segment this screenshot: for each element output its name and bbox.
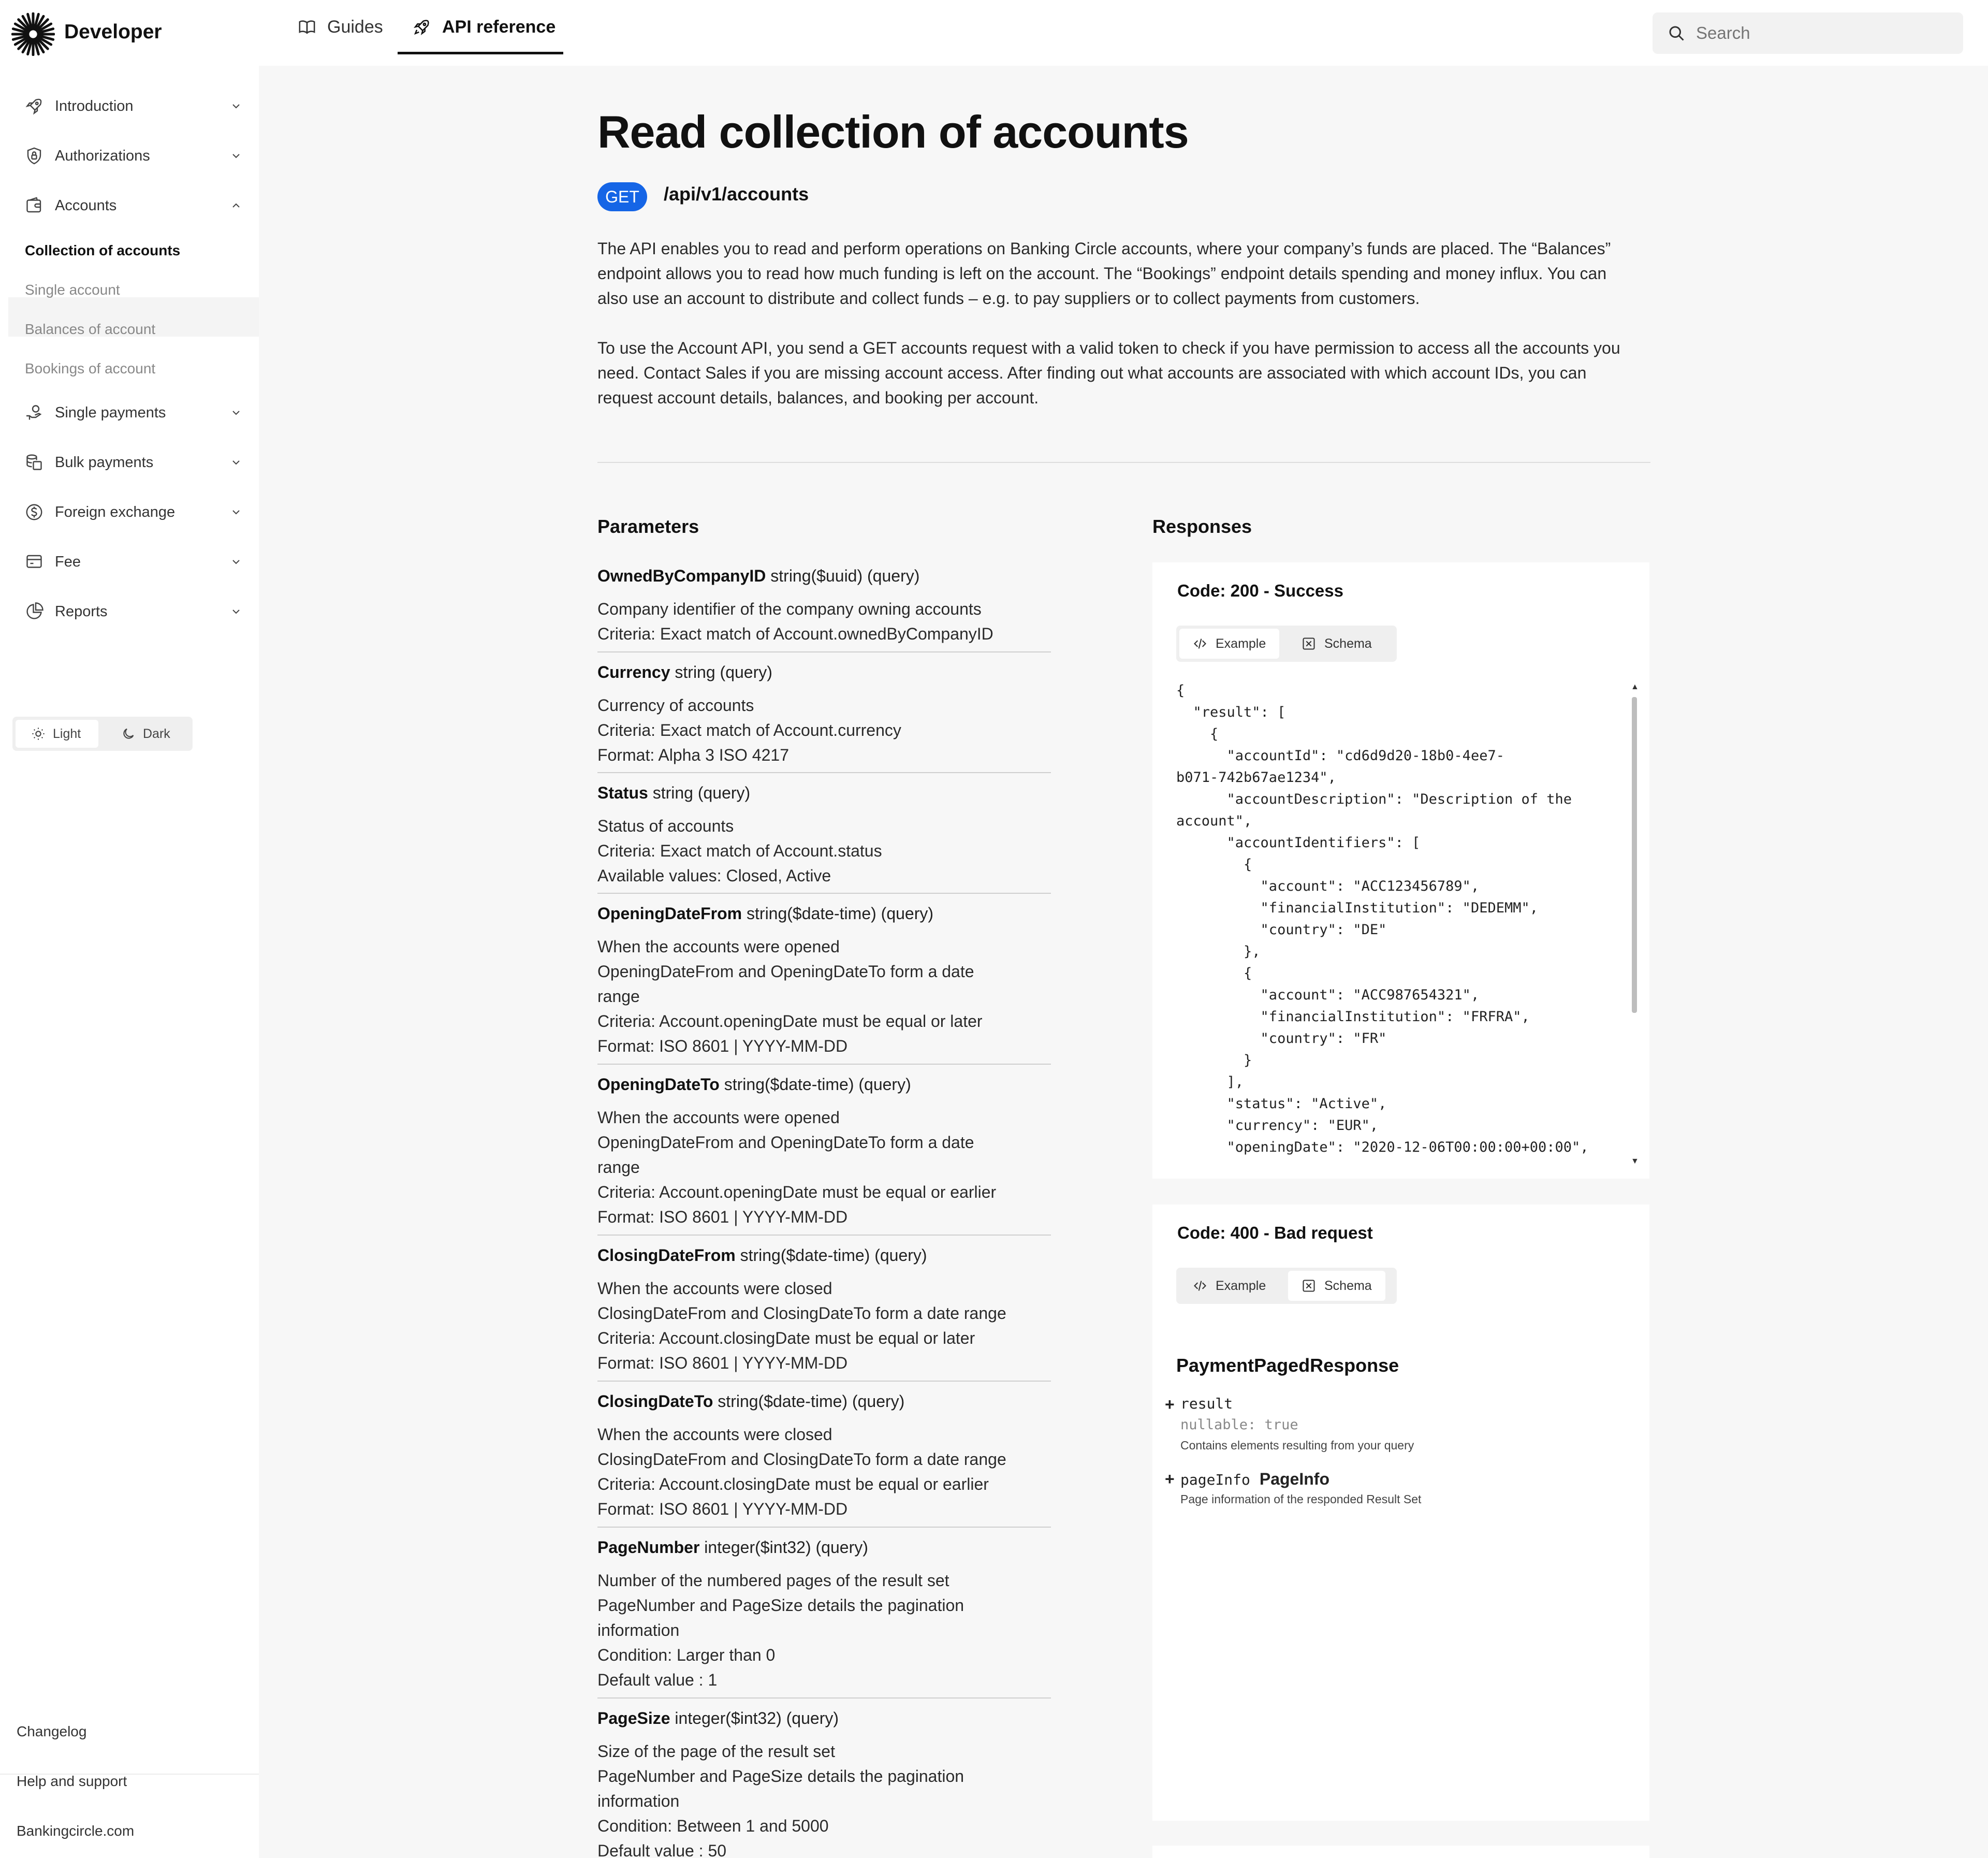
- parameter-signature: [597, 780, 1051, 805]
- example-schema-toggle: [1176, 1268, 1397, 1304]
- code-line: }: [1176, 1052, 1252, 1068]
- receipt-icon: [25, 553, 43, 571]
- code-line: "account": "ACC123456789",: [1176, 878, 1480, 894]
- parameter-type: string($date-time) (query): [740, 1246, 927, 1265]
- code-line: "result": [: [1176, 704, 1286, 720]
- sidebar-item-introduction[interactable]: [25, 97, 242, 115]
- parameter-description-line: Criteria: Exact match of Account.currency: [597, 721, 901, 739]
- parameter-name: PageNumber: [597, 1538, 700, 1557]
- section-divider: [597, 462, 1650, 463]
- field-description: Page information of the responded Result Set: [1180, 1492, 1422, 1506]
- parameter-signature: [597, 1535, 1051, 1560]
- sidebar-item-accounts[interactable]: [25, 196, 242, 215]
- parameter-type: integer($int32) (query): [675, 1709, 839, 1728]
- scroll-up-arrow-icon[interactable]: ▲: [1631, 683, 1639, 691]
- parameter-description-line: Condition: Between 1 and 5000: [597, 1817, 829, 1835]
- parameter-description-line: range: [597, 987, 640, 1006]
- schema-icon: [1302, 636, 1316, 651]
- parameter-signature: [597, 1072, 1051, 1097]
- parameter-name: OpeningDateTo: [597, 1075, 720, 1094]
- code-line: {: [1176, 683, 1185, 699]
- parameter-description-line: When the accounts were opened: [597, 1108, 840, 1127]
- parameter-description-line: ClosingDateFrom and ClosingDateTo form a date range: [597, 1304, 1006, 1323]
- parameter-description-line: Criteria: Account.closingDate must be equal or earlier: [597, 1475, 989, 1493]
- code-line: b071-742b67ae1234",: [1176, 770, 1336, 786]
- sidebar-subitem-collection-of-accounts[interactable]: Collection of accounts: [25, 242, 181, 258]
- chevron-down-icon[interactable]: [230, 506, 242, 518]
- example-tab-label: Example: [1216, 636, 1266, 651]
- parameter-openingdateto: [597, 1072, 1051, 1229]
- schema-tab[interactable]: [1288, 1271, 1385, 1301]
- example-tab-label: Example: [1216, 1278, 1266, 1293]
- footer-link-changelog[interactable]: Changelog: [17, 1723, 87, 1739]
- parameter-description-line: Criteria: Account.openingDate must be equal or later: [597, 1012, 983, 1030]
- parameter-type: integer($int32) (query): [704, 1538, 868, 1557]
- theme-dark-label: Dark: [143, 726, 170, 741]
- parameters-title: Parameters: [597, 516, 699, 537]
- parameter-signature: [597, 660, 1051, 685]
- sidebar-item-bulk-payments[interactable]: [25, 453, 242, 472]
- pie-chart-icon: [25, 602, 43, 621]
- response-card-next: [1152, 1846, 1649, 1858]
- parameter-description-line: Condition: Larger than 0: [597, 1646, 776, 1664]
- moon-icon: [121, 727, 136, 741]
- intro-line: request account details, balances, and booking per account.: [597, 388, 1039, 407]
- intro-line: The API enables you to read and perform operations on Banking Circle accounts, where your company’s funds are placed. The “Balances”: [597, 239, 1611, 258]
- shield-lock-icon: [25, 147, 43, 165]
- parameter-type: string (query): [652, 783, 751, 802]
- parameter-description-line: Format: ISO 8601 | YYYY-MM-DD: [597, 1037, 848, 1055]
- chevron-down-icon[interactable]: [230, 100, 242, 112]
- sidebar-item-authorizations[interactable]: [25, 147, 242, 165]
- code-line: ],: [1176, 1074, 1244, 1090]
- dollar-circle-icon: [25, 503, 43, 521]
- code-line: "currency": "EUR",: [1176, 1117, 1379, 1134]
- intro-paragraph-2: [597, 336, 1654, 410]
- sidebar-item-label: Authorizations: [55, 147, 150, 164]
- parameter-description-line: Format: ISO 8601 | YYYY-MM-DD: [597, 1354, 848, 1372]
- response-card-200: [1152, 562, 1649, 1179]
- book-icon: [298, 18, 316, 36]
- code-icon: [1193, 636, 1207, 651]
- code-line: account",: [1176, 813, 1252, 829]
- scroll-down-arrow-icon[interactable]: ▼: [1631, 1157, 1639, 1166]
- response-code-title: Code: 400 - Bad request: [1177, 1223, 1373, 1242]
- intro-line: also use an account to distribute and collect funds – e.g. to pay suppliers or to collect payments from customers.: [597, 289, 1420, 308]
- parameter-description-line: Size of the page of the result set: [597, 1742, 835, 1761]
- coins-hand-icon: [25, 403, 43, 422]
- parameter-description-line: When the accounts were closed: [597, 1279, 832, 1298]
- parameter-type: string($date-time) (query): [718, 1392, 905, 1411]
- sun-icon: [31, 727, 46, 741]
- chevron-down-icon[interactable]: [230, 150, 242, 162]
- wallet-icon: [25, 196, 43, 215]
- code-line: "openingDate": "2020-12-06T00:00:00+00:00",: [1176, 1139, 1589, 1155]
- theme-light-label: Light: [53, 726, 81, 741]
- code-line: "country": "FR": [1176, 1030, 1387, 1047]
- parameter-ownedbycompanyid: [597, 563, 1051, 646]
- parameter-description-line: When the accounts were opened: [597, 937, 840, 956]
- scrollbar-thumb[interactable]: [1632, 697, 1637, 1013]
- example-tab[interactable]: [1179, 1271, 1279, 1301]
- parameter-name: ClosingDateTo: [597, 1392, 713, 1411]
- parameter-description-line: Default value : 50: [597, 1841, 727, 1858]
- tab-api-reference[interactable]: [413, 0, 556, 54]
- parameter-description-line: Currency of accounts: [597, 696, 754, 715]
- tab-guides[interactable]: [298, 0, 383, 54]
- sidebar-item-label: Foreign exchange: [55, 503, 176, 520]
- parameter-description-line: Criteria: Account.openingDate must be equal or earlier: [597, 1183, 997, 1201]
- parameter-divider: [597, 772, 1051, 773]
- sidebar-item-label: Accounts: [55, 197, 117, 214]
- parameter-description: [597, 1422, 1051, 1521]
- search-box[interactable]: [1653, 12, 1963, 54]
- parameter-description-line: Format: ISO 8601 | YYYY-MM-DD: [597, 1500, 848, 1518]
- tab-guides-label: Guides: [327, 17, 383, 37]
- code-line: "financialInstitution": "DEDEMM",: [1176, 900, 1538, 916]
- parameter-description: [597, 1105, 1051, 1229]
- rocket-icon: [25, 97, 43, 115]
- parameter-description: [597, 693, 1051, 767]
- coin-stack-icon: [25, 453, 43, 472]
- parameter-openingdatefrom: [597, 901, 1051, 1058]
- field-name: pageInfo: [1180, 1471, 1250, 1488]
- schema-name: PaymentPagedResponse: [1176, 1355, 1399, 1376]
- parameter-description-line: Available values: Closed, Active: [597, 866, 831, 885]
- code-line: },: [1176, 943, 1261, 960]
- parameter-divider: [597, 1381, 1051, 1382]
- code-line: {: [1176, 857, 1252, 873]
- parameter-name: Status: [597, 783, 648, 802]
- parameter-description: [597, 597, 1051, 646]
- code-line: {: [1176, 965, 1252, 981]
- sidebar-item-reports[interactable]: [25, 602, 242, 621]
- responses-title: Responses: [1152, 516, 1252, 537]
- schema-field-result[interactable]: [1165, 1395, 1620, 1452]
- parameter-description: [597, 934, 1051, 1058]
- chevron-up-icon[interactable]: [230, 199, 242, 212]
- parameter-pagesize: [597, 1706, 1051, 1858]
- chevron-down-icon[interactable]: [230, 407, 242, 419]
- parameter-description: [597, 814, 1051, 888]
- parameter-description-line: information: [597, 1792, 680, 1810]
- parameter-type: string($date-time) (query): [747, 904, 934, 923]
- sidebar-item-label: Bulk payments: [55, 454, 154, 471]
- parameter-closingdatefrom: [597, 1243, 1051, 1375]
- parameter-description-line: PageNumber and PageSize details the pagination: [597, 1767, 964, 1786]
- code-line: "financialInstitution": "FRFRA",: [1176, 1009, 1530, 1025]
- field-name-row: [1180, 1470, 1329, 1489]
- footer-link-bankingcircle[interactable]: Bankingcircle.com: [17, 1823, 135, 1839]
- parameter-description-line: When the accounts were closed: [597, 1425, 832, 1444]
- parameter-pagenumber: [597, 1535, 1051, 1692]
- code-icon: [1193, 1279, 1207, 1293]
- brand-name[interactable]: Developer: [64, 21, 162, 43]
- code-example[interactable]: [1176, 683, 1632, 1164]
- schema-icon: [1302, 1279, 1316, 1293]
- expand-plus-icon[interactable]: +: [1165, 1470, 1175, 1488]
- parameter-description-line: Status of accounts: [597, 817, 734, 835]
- page-title: Read collection of accounts: [597, 106, 1189, 157]
- http-method-badge: GET: [597, 182, 647, 211]
- parameter-description-line: Default value : 1: [597, 1671, 718, 1689]
- schema-tab-label: Schema: [1324, 1278, 1372, 1293]
- chevron-down-icon[interactable]: [230, 556, 242, 568]
- parameter-signature: [597, 1389, 1051, 1414]
- code-line: "account": "ACC987654321",: [1176, 987, 1480, 1003]
- top-header: [0, 0, 1988, 66]
- active-tab-indicator: [398, 52, 563, 54]
- rocket-icon: [413, 18, 431, 36]
- code-line: {: [1176, 726, 1219, 742]
- parameter-description-line: Criteria: Exact match of Account.ownedByCompanyID: [597, 625, 993, 643]
- parameter-description-line: information: [597, 1621, 680, 1639]
- parameter-signature: [597, 1706, 1051, 1731]
- code-line: "accountDescription": "Description of the: [1176, 791, 1572, 807]
- brand-logo-icon[interactable]: [11, 12, 55, 56]
- sidebar-item-label: Reports: [55, 603, 108, 620]
- parameter-status: [597, 780, 1051, 888]
- parameter-description: [597, 1276, 1051, 1375]
- example-schema-toggle: [1176, 626, 1397, 662]
- intro-line: need. Contact Sales if you are missing account access. After finding out what accounts are associated with which account IDs, you can: [597, 364, 1587, 382]
- field-description: Contains elements resulting from your query: [1180, 1439, 1414, 1452]
- theme-dark-button[interactable]: [106, 720, 186, 748]
- parameter-divider: [597, 651, 1051, 652]
- parameter-description: [597, 1739, 1051, 1858]
- code-line: "country": "DE": [1176, 922, 1387, 938]
- schema-tab-label: Schema: [1324, 636, 1372, 651]
- parameter-signature: [597, 1243, 1051, 1268]
- parameter-signature: [597, 563, 1051, 588]
- parameter-description-line: OpeningDateFrom and OpeningDateTo form a date: [597, 1133, 974, 1152]
- chevron-down-icon[interactable]: [230, 605, 242, 618]
- intro-line: To use the Account API, you send a GET accounts request with a valid token to check if you have permission to access all the accounts you: [597, 339, 1620, 357]
- parameter-signature: [597, 901, 1051, 926]
- parameter-description-line: OpeningDateFrom and OpeningDateTo form a date: [597, 962, 974, 981]
- endpoint-path: /api/v1/accounts: [664, 183, 809, 205]
- parameter-description-line: Criteria: Exact match of Account.status: [597, 841, 882, 860]
- parameter-type: string (query): [675, 663, 772, 681]
- parameter-divider: [597, 893, 1051, 894]
- chevron-down-icon[interactable]: [230, 456, 242, 469]
- parameter-description-line: Format: Alpha 3 ISO 4217: [597, 746, 789, 764]
- theme-light-button[interactable]: [16, 720, 98, 748]
- parameter-divider: [597, 1527, 1051, 1528]
- parameter-name: ClosingDateFrom: [597, 1246, 736, 1265]
- search-icon: [1667, 24, 1686, 42]
- parameter-description-line: Criteria: Account.closingDate must be equal or later: [597, 1329, 975, 1347]
- field-nullable: nullable: true: [1180, 1417, 1298, 1433]
- sidebar-item-foreign-exchange[interactable]: [25, 503, 242, 521]
- sidebar-item-label: Single payments: [55, 404, 166, 421]
- parameter-description-line: ClosingDateFrom and ClosingDateTo form a date range: [597, 1450, 1006, 1469]
- parameter-divider: [597, 1697, 1051, 1699]
- search-input[interactable]: [1696, 23, 1945, 43]
- parameter-description-line: range: [597, 1158, 640, 1177]
- parameter-divider: [597, 1064, 1051, 1065]
- parameter-description: [597, 1568, 1051, 1692]
- parameter-type: string($uuid) (query): [770, 567, 920, 585]
- parameter-name: OwnedByCompanyID: [597, 567, 766, 585]
- response-code-title: Code: 200 - Success: [1177, 581, 1343, 600]
- parameter-description-line: Number of the numbered pages of the result set: [597, 1571, 949, 1590]
- schema-tab[interactable]: [1288, 629, 1385, 659]
- parameter-description-line: Company identifier of the company owning accounts: [597, 600, 982, 618]
- intro-paragraph-1: [597, 236, 1654, 311]
- footer-link-help-and-support[interactable]: Help and support: [17, 1773, 127, 1789]
- sidebar-subitem-balances-of-account[interactable]: Balances of account: [25, 321, 156, 337]
- field-type-link[interactable]: PageInfo: [1259, 1470, 1329, 1488]
- parameter-description-line: Format: ISO 8601 | YYYY-MM-DD: [597, 1208, 848, 1226]
- code-line: "accountIdentifiers": [: [1176, 835, 1421, 851]
- intro-line: endpoint allows you to read how much funding is left on the account. The “Bookings” endpoint details spending and money influx. You can: [597, 264, 1607, 283]
- parameter-description-line: PageNumber and PageSize details the pagination: [597, 1596, 964, 1615]
- sidebar-item-single-payments[interactable]: [25, 403, 242, 422]
- schema-field-pageinfo[interactable]: [1165, 1470, 1620, 1511]
- sidebar-item-label: Fee: [55, 553, 81, 570]
- sidebar-subitem-bookings-of-account[interactable]: Bookings of account: [25, 360, 156, 376]
- parameter-type: string($date-time) (query): [724, 1075, 911, 1094]
- code-line: "accountId": "cd6d9d20-18b0-4ee7-: [1176, 748, 1504, 764]
- expand-plus-icon[interactable]: +: [1165, 1395, 1175, 1414]
- example-tab[interactable]: [1179, 629, 1279, 659]
- parameter-name: OpeningDateFrom: [597, 904, 742, 923]
- parameter-currency: [597, 660, 1051, 767]
- theme-switch: [12, 717, 193, 751]
- parameter-name: Currency: [597, 663, 670, 681]
- response-card-400: [1152, 1204, 1649, 1821]
- field-name: result: [1180, 1395, 1233, 1412]
- sidebar-item-fee[interactable]: [25, 553, 242, 571]
- parameter-closingdateto: [597, 1389, 1051, 1521]
- sidebar-item-label: Introduction: [55, 97, 134, 114]
- code-line: "status": "Active",: [1176, 1096, 1387, 1112]
- parameter-divider: [597, 1235, 1051, 1236]
- sidebar: [0, 66, 259, 1858]
- sidebar-subitem-single-account[interactable]: Single account: [25, 282, 120, 298]
- parameter-name: PageSize: [597, 1709, 670, 1728]
- tab-api-reference-label: API reference: [442, 17, 556, 37]
